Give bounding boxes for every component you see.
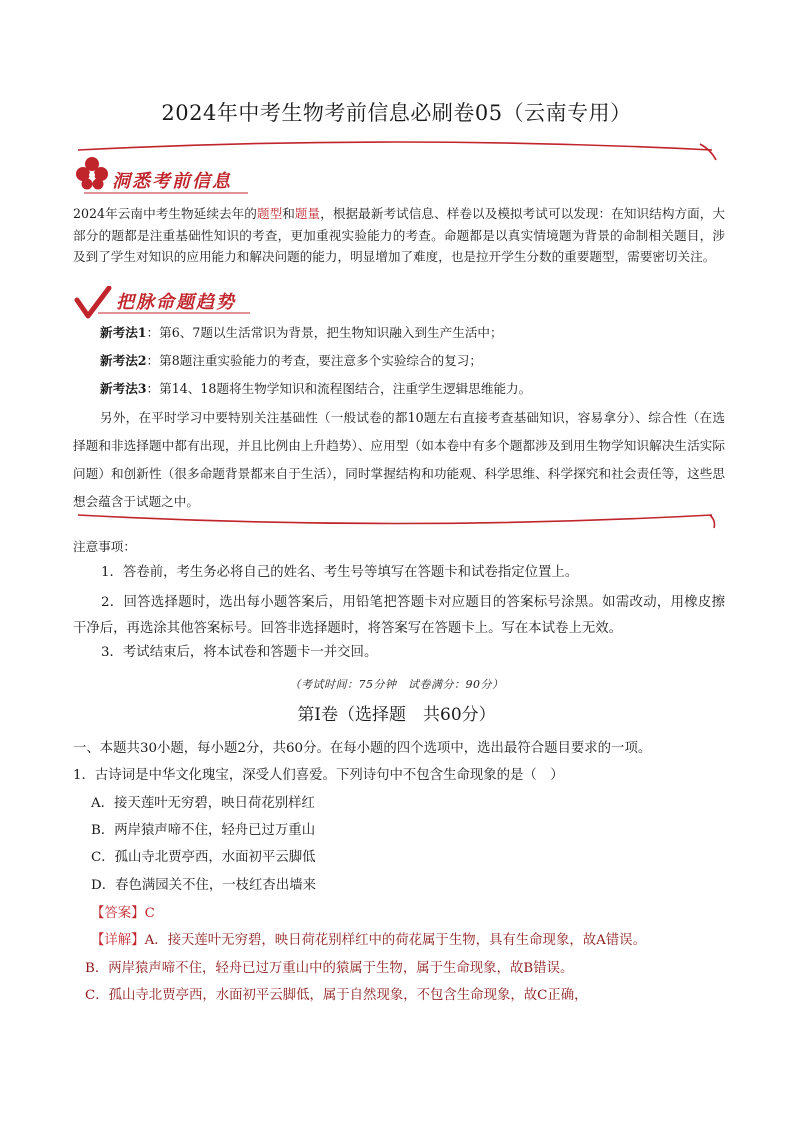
detail-label: 【详解】 — [91, 933, 145, 948]
notice-item-1: 1．答卷前，考生务必将自己的姓名、考生号等填写在答题卡和试卷指定位置上。 — [101, 565, 579, 580]
new-method-1: 新考法1：第6、7题以生活常识为背景，把生物知识融入到生产生活中； — [100, 325, 503, 340]
notice-item-3: 3．考试结束后，将本试卷和答题卡一并交回。 — [101, 645, 378, 660]
intro-text-1: 2024年云南中考生物延续去年的 — [73, 206, 257, 221]
intro-paragraph — [73, 203, 725, 268]
intro-text-2: 和 — [282, 206, 295, 221]
answer-value: C — [144, 906, 155, 921]
new-method-2: 新考法2：第8题注重实验能力的考查，要注意多个实验综合的复习； — [100, 353, 482, 368]
intro-text-3: ，根据最新考试信息、样卷以及模拟考试可以发现：在知识结构方面，大部分的题都是注重基础性知识的考查，更加重视实验能力的考查。命题都是以真实情境题为背景的命制相关题目，涉及到了学生对知识的应用能力和解决问题的能力，明显增加了难度，也是拉开学生分数的重要题型，需要密切关注。 — [73, 206, 726, 264]
page-title: 2024年中考生物考前信息必刷卷05（云南专用） — [161, 101, 632, 125]
section-heading-trend: 把脉命题趋势 — [116, 292, 236, 313]
new-method-3: 新考法3：第14、18题将生物学知识和流程图结合，注重学生逻辑思维能力。 — [100, 381, 532, 396]
intro-keyword-question-amount: 题量 — [294, 206, 321, 221]
section-heading-exam-info: 洞悉考前信息 — [112, 171, 232, 192]
notice-item-2: 2．回答选择题时，选出每小题答案后，用铅笔把答题卡对应题目的答案标号涂黑。如需改动，用橡皮擦干净后，再选涂其他答案标号。回答非选择题时，将答案写在答题卡上。写在本试卷上无效。 — [73, 595, 725, 636]
trend-paragraph: 另外，在平时学习中要特别关注基础性（一般试卷的都10题左右直接考查基础知识，容易拿分）、综合性（在选择题和非选择题中都有出现，并且比例由上升趋势）、应用型（如本卷中有多个题都涉及到用生物学知识解决生活实际问题）和创新性（很多命题背景都来自于生活），同时掌握结构和功能观、科学思维、科学探究和社会责任等，这些思想会蕴含于试题之中。 — [73, 410, 725, 509]
answer-line — [91, 902, 155, 921]
flower-icon — [74, 155, 110, 191]
intro-keyword-question-type: 题型 — [256, 206, 283, 221]
question-stem: 1．古诗词是中华文化瑰宝，深受人们喜爱。下列诗句中不包含生命现象的是（ ） — [73, 768, 564, 783]
option-b: B．两岸猿声啼不住，轻舟已过万重山 — [91, 823, 316, 838]
part-title: 第Ⅰ卷（选择题 共60分） — [297, 705, 496, 725]
answer-label: 【答案】 — [91, 906, 145, 921]
detail-line-a: 【详解】A．接天莲叶无穷碧，映日荷花别样红中的荷花属于生物，具有生命现象，故A错误。 — [91, 933, 646, 948]
detail-line-c: C．孤山寺北贾亭西，水面初平云脚低，属于自然现象，不包含生命现象，故C正确， — [85, 988, 588, 1003]
option-d: D．春色满园关不住，一枝红杏出墙来 — [91, 878, 316, 893]
option-c: C．孤山寺北贾亭西，水面初平云脚低 — [91, 850, 316, 865]
option-a: A．接天莲叶无穷碧，映日荷花别样红 — [91, 796, 315, 811]
exam-time: （考试时间：75分钟 试卷满分：90分） — [289, 678, 504, 691]
detail-line-b: B．两岸猿声啼不住，轻舟已过万重山中的猿属于生物，属于生命现象，故B错误。 — [85, 961, 574, 976]
section-instruction: 一、本题共30小题，每小题2分，共60分。在每小题的四个选项中，选出最符合题目要求的一项。 — [73, 741, 652, 756]
checkmark-icon — [74, 286, 112, 320]
notice-title: 注意事项： — [73, 539, 136, 554]
